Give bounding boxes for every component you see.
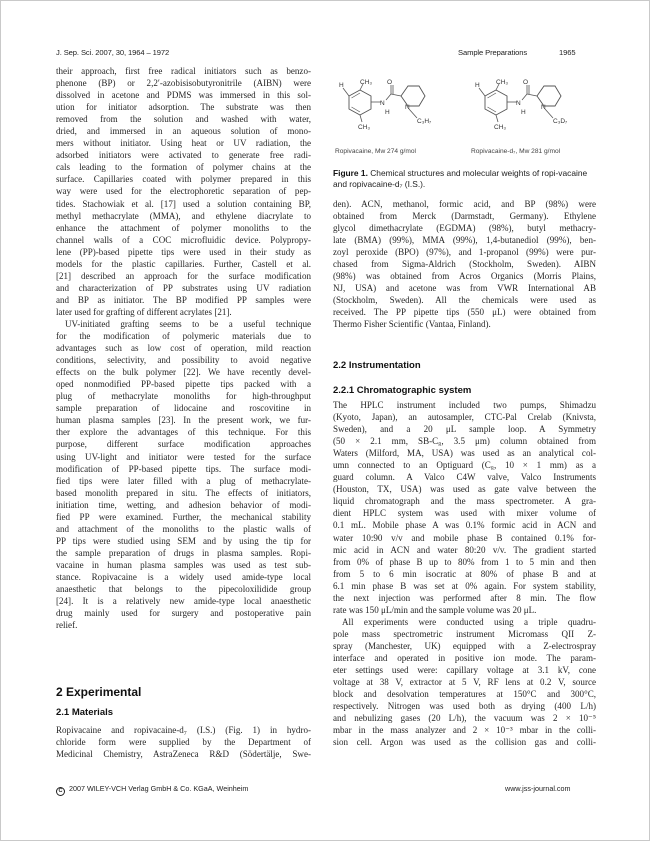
text-line: respectively. Nitrogen was used both as drying (400 L/h): [333, 701, 596, 712]
text-line: block and desolvation temperatures at 150°C and 300°C,: [333, 689, 596, 700]
ropivacaine-label: Ropivacaine, Mw 274 g/mol: [335, 148, 416, 155]
benzene-ring: [349, 90, 371, 115]
text-line: (Stockholm, Sweden). All the chemicals were used as: [333, 295, 596, 306]
atom-ch3-top: CH₃: [360, 79, 373, 86]
text-line: NJ, USA) and acetone was from VWR International AB: [333, 283, 596, 294]
text-line: dried, and immersed in an aqueous solution of mono-: [56, 126, 311, 137]
text-line: All experiments were conducted using a triple quadru-: [342, 616, 596, 627]
text-line: initiation time, wetting, and adhesion behavior of modi-: [56, 499, 311, 510]
text-line: lene (PP)-based pipette tips were used in their study as: [56, 246, 311, 257]
text-line: adsorbed initiators were activated to generate free radi-: [56, 150, 311, 161]
text-line: 0.1 mL. Mobile phase A was 0.1% formic acid in ACN and: [333, 520, 596, 531]
text-line: PP tips were studied using SEM and by using the tip for: [56, 535, 311, 546]
text-line: human plasma samples [23]. In the present work, we fur-: [56, 415, 311, 426]
text-line: UV-initiated grafting seems to be a useful technique: [65, 318, 311, 329]
figure-caption-text: Chemical structures and molecular weights of ropi-vacaine and ropivacaine-d₇ (I.S.).: [333, 168, 588, 189]
text-line: Thermo Fisher Scientific (Vantaa, Finland).: [333, 319, 491, 330]
text-line: interface and operated in positive ion mode. The param-: [333, 652, 596, 663]
atom-n-amide: N: [380, 100, 385, 107]
atom-h: H: [475, 82, 480, 89]
atom-n-ring: N: [541, 104, 546, 111]
text-line: enhance the attachment of polymer monoliths to the: [56, 222, 311, 233]
text-line: (Kyoto, Japan), an autosampler, CTC-Pal Crelab (Knivsta,: [333, 412, 596, 423]
text-line: Waters (Milford, MA, USA) was used as an analytical col-: [333, 448, 596, 459]
text-line: [24]. It is a relatively new amide-type local anaesthetic: [56, 596, 311, 607]
text-line: late (BMA) (99%), MMA (99%), 1,4-butanediol (99%), ben-: [333, 235, 596, 246]
text-line: for the modification of polymeric materials due to: [56, 331, 311, 342]
text-line: and attachment of the monoliths to the plastic walls of: [56, 523, 311, 534]
text-line: sion cell. Argon was used as the collision gas and colli-: [333, 737, 596, 748]
text-line: [21] described an approach for the surface modification: [56, 270, 311, 281]
text-line: liquid chromatograph and the mass spectrometer. A gra-: [333, 496, 596, 507]
text-line: anaesthetic that belongs to the pipecoloxilidide group: [56, 584, 311, 595]
right-column-materials: [333, 198, 596, 331]
text-line: spray (Manchester, UK) equipped with a Z-electrospray: [333, 640, 596, 651]
journal-website-link[interactable]: www.jss-journal.com: [505, 784, 571, 793]
text-line: removed from the solution and washed with water,: [56, 114, 311, 125]
copyright-notice: [56, 784, 248, 796]
text-line: and characterization of PP substrates using UV radiation: [56, 282, 311, 293]
text-line: oped nonmodified PP-based pipette tips packed with a: [56, 379, 311, 390]
text-line: guard column. A Valco C4W valve, Valco Instruments: [333, 472, 596, 483]
atom-n-ring: N: [405, 104, 410, 111]
materials-paragraph: [56, 724, 311, 760]
ropivacaine-structure: [339, 79, 431, 131]
text-line: mbar in the mass analyzer and 2 × 10⁻³ mbar in the colli-: [333, 725, 596, 736]
section-title: Sample Preparations: [458, 48, 528, 57]
text-line: from 0% of phase B up to 80% from 1 to 5 min and then: [333, 556, 596, 567]
atom-ch3-bottom: CH₃: [494, 124, 507, 131]
text-line: dient HPLC system was used with mixer volume of: [333, 508, 596, 519]
right-column-instrumentation: [333, 399, 596, 748]
text-line: modification of PP-based pipette tips. The surface modi-: [56, 463, 311, 474]
text-line: way were used for the electrophoretic separation of pep-: [56, 186, 311, 197]
text-line: conditions, selectivity, and possibility to avoid negative: [56, 355, 311, 366]
text-line: fied PP were examined. Further, the mechanical stability: [56, 511, 311, 522]
text-line: channel walls of a COC microfluidic device. Polypropy-: [56, 234, 311, 245]
text-line: (50 × 2.1 mm, SB-C₈, 3.5 μm) column obtained from: [333, 436, 596, 447]
text-line: mers without initiator. Using heat or UV radiation, the: [56, 138, 311, 149]
text-line: drug mainly used for surgery and postoperative pain: [56, 608, 311, 619]
text-line: Sweden), and a 20 μL sample loop. A Symmetry: [333, 424, 596, 435]
figure-caption-label: Figure 1.: [333, 168, 368, 178]
text-line: later used for grafting of different acrylates [21].: [56, 306, 232, 317]
text-line: models for the plastic capillaries. Further, Castell et al.: [56, 258, 311, 269]
text-line: fied tips were later filled with a plug of methacrylate-: [56, 475, 311, 486]
text-line: tides. Stachowiak et al. [17] used a solution containing BP,: [56, 198, 311, 209]
atom-o: O: [387, 79, 393, 86]
text-line: vacaine in human plasma samples was used as test sub-: [56, 559, 311, 570]
substituent-deuteropropyl: C₃D₇: [553, 118, 568, 125]
text-line: glycol dimethacrylate (EGDMA) (98%), butyl methacry-: [333, 223, 596, 234]
mass-spec-paragraph: [333, 616, 596, 749]
copyright-icon: C: [56, 787, 65, 796]
text-line: methyl methacrylate (MMA), and ethylene diacrylate to: [56, 210, 311, 221]
materials-text: [56, 724, 311, 760]
atom-n-amide: N: [516, 100, 521, 107]
subsubsection-heading-chromatographic: 2.2.1 Chromatographic system: [333, 385, 472, 396]
text-line: obtained from Merck (Darmstadt, Germany). Ethylene: [333, 211, 596, 222]
text-line: voltage at 38 V, extractor at 5 V, RF lens at 0.2 V, source: [333, 677, 596, 688]
chromatographic-paragraph: [333, 399, 596, 616]
substituent-propyl: C₃H₇: [417, 118, 432, 125]
figure-1: [333, 76, 596, 189]
text-line: pole mass spectrometric instrument Micromass QII Z-: [333, 628, 596, 639]
piperidine-ring: [401, 86, 425, 106]
text-line: den). ACN, methanol, formic acid, and BP (98%) were: [333, 199, 596, 209]
figure-caption: [333, 168, 596, 189]
text-line: sample preparation of lidocaine and roscovitine in: [56, 403, 311, 414]
materials-continued-text: [333, 198, 596, 331]
text-line: plug of methacrylate monoliths for high-throughput: [56, 391, 311, 402]
section-heading-experimental: 2 Experimental: [56, 685, 142, 699]
text-line: water 10:90 v/v and mobile phase B contained 0.1% for-: [333, 532, 596, 543]
atom-h-amide: H: [385, 109, 390, 116]
text-line: Medicinal Chemistry, AstraZeneca R&D (Södertälje, Swe-: [56, 749, 311, 760]
text-line: received. The PP pipette tips (550 μL) were obtained from: [333, 307, 596, 318]
text-line: (98%) was obtained from Acros Organics (Morris Plains,: [333, 271, 596, 282]
page-number: 1965: [559, 48, 576, 57]
text-line: and nebulizing gases (20 L/h), the vacuum was 2 × 10⁻⁵: [333, 713, 596, 724]
text-line: cals leading to the formation of polymer chains at the: [56, 162, 311, 173]
text-line: zoyl peroxide (BPO) (97%), and 1-propanol (99%) were pur-: [333, 247, 596, 258]
text-line: ution for initiator adsorption. The substrate was then: [56, 102, 311, 113]
text-line: chloride form were supplied by the Department of: [56, 737, 311, 748]
text-line: based monolith prepared in situ. The effects of initiators,: [56, 487, 311, 498]
text-line: mic acid in ACN and water 80:20 v/v. The gradient started: [333, 544, 596, 555]
piperidine-ring: [537, 86, 561, 106]
left-column-body: [56, 65, 311, 631]
text-line: eter settings used were: capillary voltage at 3.1 kV, cone: [333, 665, 596, 676]
text-line: the sample preparation of drugs in plasma samples. Ropi-: [56, 547, 311, 558]
ropivacaine-d7-label: Ropivacaine-d₇, Mw 281 g/mol: [471, 148, 561, 155]
text-line: their approach, first free radical initiators such as benzo-: [56, 66, 311, 76]
text-line: The HPLC instrument included two pumps, Shimadzu: [333, 400, 596, 410]
text-line: the next injection was performed after 8 min. The flow: [333, 592, 596, 603]
text-line: chased from Sigma-Aldrich (Stockholm, Sweden). AIBN: [333, 259, 596, 270]
text-line: advantages such as low cost of operation, mild reaction: [56, 343, 311, 354]
text-line: surface. Capillaries coated with polymer prepared in this: [56, 174, 311, 185]
text-line: effects on the bulk polymer [22]. We have recently devel-: [56, 367, 311, 378]
chemical-structures: [333, 76, 596, 148]
text-line: 6.1 min phase B was set at 0% again. For system stability,: [333, 580, 596, 591]
text-line: umn connected to an Optiguard (C₈, 10 × 1 mm) as a: [333, 460, 596, 471]
text-line: rate was 150 μL/min and the sample volume was 20 μL.: [333, 604, 537, 615]
text-line: purpose, different surface modification approaches: [56, 439, 311, 450]
text-line: phenone (BP) or 2,2′-azobisisobutyronitrile (AIBN) were: [56, 78, 311, 89]
text-line: relief.: [56, 620, 78, 631]
text-line: (Houston, TX, USA) was used as gate valve between the: [333, 484, 596, 495]
intro-paragraph-2: [56, 318, 311, 631]
atom-ch3-bottom: CH₃: [358, 124, 371, 131]
text-line: from 5 to 6 min isocratic at 80% of phase B and at: [333, 568, 596, 579]
subsection-heading-instrumentation: 2.2 Instrumentation: [333, 360, 421, 371]
text-line: Ropivacaine and ropivacaine-d₇ (I.S.) (Fig. 1) in hydro-: [56, 725, 311, 735]
atom-h: H: [339, 82, 344, 89]
ropivacaine-d7-structure: [475, 79, 567, 131]
atom-ch3-top: CH₃: [496, 79, 509, 86]
text-line: using UV-light and initiator were tested for the surface: [56, 451, 311, 462]
text-line: stance. Ropivacaine is a widely used amide-type local: [56, 571, 311, 582]
journal-citation: J. Sep. Sci. 2007, 30, 1964 – 1972: [56, 48, 170, 57]
text-line: ther explore the advantages of this technique. For this: [56, 427, 311, 438]
text-line: and BP as initiator. The BP modified PP samples were: [56, 294, 311, 305]
atom-h-amide: H: [521, 109, 526, 116]
intro-paragraph-1: [56, 65, 311, 318]
text-line: dissolved in acetone and PDMS was immersed in this sol-: [56, 90, 311, 101]
subsection-heading-materials: 2.1 Materials: [56, 707, 114, 718]
copyright-text: 2007 WILEY-VCH Verlag GmbH & Co. KGaA, Weinheim: [69, 784, 249, 793]
atom-o: O: [523, 79, 529, 86]
benzene-ring: [485, 90, 507, 115]
